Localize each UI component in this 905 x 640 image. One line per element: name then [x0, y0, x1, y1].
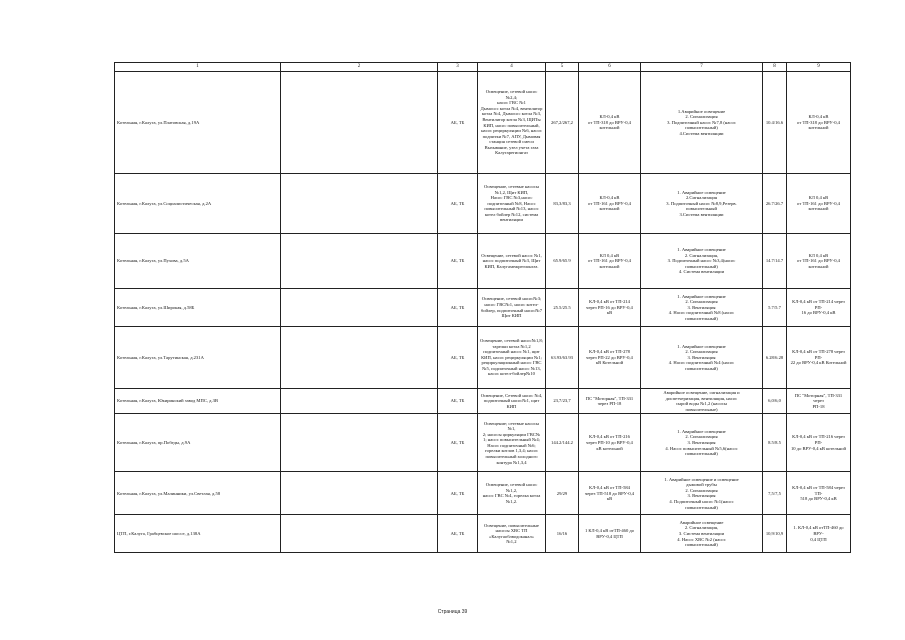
power-cell: 83,3/83,3 [546, 174, 579, 234]
equipment-cell-line: 2; насосы циркуляции ГВС№ [482, 431, 541, 437]
critical-loads-cell-line: 3. Подпиточный насос №3,4(насос [667, 258, 736, 264]
equipment-cell-line: Освещение, Сетевой насос №4, [480, 392, 543, 398]
supply-line-cell-line: от ТП-318 до ВРУ-0,4 [797, 119, 840, 125]
supply-line-cell-line: КЛ 0,4 кВ [808, 252, 829, 258]
equipment-cell-line: Освещение, сетевой насос №2,4; [485, 88, 538, 100]
supply-source-cell-line: КЛ-0,4 кВ от ТП-584 [589, 484, 630, 490]
equipment-cell [478, 234, 546, 289]
category-cell: АБ, ТБ [438, 472, 478, 515]
supply-line-cell [787, 174, 851, 234]
equipment-cell-line: КИП, насос повысительный, [483, 122, 540, 128]
critical-loads-cell [641, 414, 763, 472]
equipment-cell-line: Освещение, сетевые насосы [483, 183, 540, 189]
supply-source-cell [579, 389, 641, 414]
critical-loads-cell [641, 234, 763, 289]
object-name-cell: Котельная, г.Калуга, пр.Победы, д.9А [115, 414, 281, 472]
column-number-header: 8 [763, 63, 787, 72]
supply-source-cell [579, 327, 641, 389]
aux-power-cell: 10,9/10,9 [763, 515, 787, 553]
equipment-cell-line: Дымосос котла №4, вентилятор [480, 105, 543, 111]
boiler-power-table [114, 62, 851, 553]
aux-power-cell: 6.28/6.28 [763, 327, 787, 389]
table-body [115, 72, 851, 553]
supply-source-cell-line: КЛ-0,4 кВ от ТП-216 [589, 434, 630, 440]
empty-cell [281, 72, 438, 174]
equipment-cell [478, 327, 546, 389]
equipment-cell-line: насос котел-бойлер№10 [488, 371, 535, 377]
supply-source-cell-line: через РП-18 [597, 401, 622, 407]
equipment-cell-line: Калугарегионгаз [495, 150, 528, 156]
supply-line-cell-line: КЛ 0,4 кВ [808, 195, 829, 201]
critical-loads-cell-line: повысительный) [685, 365, 718, 371]
supply-source-cell-line: через ТП-518 до ВРУ-0,4 [584, 490, 635, 496]
equipment-cell-line: №5, подпиточный насос №13, [482, 365, 541, 371]
critical-loads-cell [641, 472, 763, 515]
critical-loads-cell-line: повысительный [686, 206, 717, 212]
equipment-cell-line: КИП, Калугамежрегионгаз. [484, 263, 539, 269]
supply-source-cell-line: кВ котельной [596, 445, 623, 451]
column-number-header: 7 [641, 63, 763, 72]
critical-loads-cell-line: повысительный) [685, 504, 718, 510]
critical-loads-cell-line: 3. Вентиляция [687, 304, 716, 310]
critical-loads-cell-line: 2. Сигнализация, [684, 252, 719, 258]
empty-cell [281, 327, 438, 389]
empty-cell [281, 515, 438, 553]
critical-loads-cell-line: 4. Насос подпиточный №4 (насос [668, 360, 735, 366]
equipment-cell-line: контура №1,3,4 [496, 459, 527, 465]
equipment-cell-line: подпиточный насос №1, щит [483, 349, 540, 355]
equipment-cell [478, 289, 546, 327]
power-cell: 23,7/23,7 [546, 389, 579, 414]
table-row [115, 234, 851, 289]
supply-source-cell-line: ПС "Моторная", ТП-331 [585, 395, 634, 401]
critical-loads-cell-line: 3. Подпиточный насос №7,8 (насос [667, 119, 736, 125]
category-cell: АБ, ТБ [438, 414, 478, 472]
critical-loads-cell-line: 1. Аварийное освещение [677, 343, 726, 349]
empty-cell [281, 389, 438, 414]
supply-line-cell-line: от ТП-161 до ВРУ-0,4 [797, 258, 840, 264]
equipment-cell-line: горелки котлов 1,3,4; насос [484, 448, 539, 454]
supply-source-cell-line: котельной [599, 263, 620, 269]
category-cell: АБ, ТБ [438, 289, 478, 327]
supply-source-cell [579, 515, 641, 553]
equipment-cell-line: подпиточный №8, Насос [487, 200, 536, 206]
equipment-cell [478, 472, 546, 515]
critical-loads-cell-line: Аварийное освещение, сигнализация и [663, 390, 740, 395]
supply-source-cell-line: КЛ-0,4 кВ от ТП-214 [589, 299, 630, 305]
supply-source-cell [579, 472, 641, 515]
supply-line-cell-line: 0,4 ЦТП [810, 536, 827, 542]
supply-source-cell-line: кВ Котельной [595, 360, 624, 366]
equipment-cell-line: рециркуляционный насос ГВС [481, 360, 542, 366]
supply-line-cell-line: ПС "Моторная", ТП-331 через [794, 392, 843, 404]
equipment-cell-line: котел бойлер №12, система [484, 211, 539, 217]
critical-loads-cell-line: 2. Сигнализация, [684, 525, 719, 531]
critical-loads-cell-line: 1. Аварийное освещение [677, 189, 726, 195]
power-cell: 25.5/25.5 [546, 289, 579, 327]
aux-power-cell: 5.7/5.7 [763, 289, 787, 327]
supply-line-cell [787, 289, 851, 327]
critical-loads-cell-line: 2. Сигнализация [685, 114, 718, 120]
supply-line-cell [787, 389, 851, 414]
critical-loads-cell-line: 4. Насос повысительный №5,6(насос [665, 445, 738, 451]
column-number-header: 2 [281, 63, 438, 72]
equipment-cell-line: насос ГВС№1, насос котел- [484, 301, 539, 307]
empty-cell [281, 414, 438, 472]
equipment-cell [478, 515, 546, 553]
equipment-cell-line: насос подпиточный №3, Щит [482, 258, 541, 264]
aux-power-cell: 6,0/6,0 [763, 389, 787, 414]
column-number-header: 6 [579, 63, 641, 72]
supply-line-cell-line: 1. КЛ-0,4 кВ отТП-460 до ВРУ- [793, 525, 844, 537]
supply-source-cell-line: КЛ-0,4 кВ [599, 195, 620, 201]
category-cell: АБ, ТБ [438, 515, 478, 553]
equipment-cell-line: тарелки котла №1,2 [492, 343, 531, 349]
equipment-cell [478, 389, 546, 414]
supply-line-cell-line: котельной [808, 125, 829, 131]
table-row [115, 414, 851, 472]
supply-line-cell-line: КЛ-0,4 кВ [808, 114, 829, 120]
supply-source-cell-line: от ТП-161 до ВРУ-0,4 [588, 200, 631, 206]
supply-source-cell-line: КЛ-0,4 кВ от ТП-278 [589, 349, 630, 355]
supply-source-cell-line: КЛ 0,4 кВ [599, 252, 620, 258]
empty-cell [281, 234, 438, 289]
supply-line-cell-line: от ТП-161 до ВРУ-0,4 [797, 200, 840, 206]
supply-source-cell [579, 72, 641, 174]
critical-loads-cell-line: 3. Подпиточный насос №8,9,Резерв. [666, 200, 737, 206]
supply-source-cell [579, 414, 641, 472]
supply-source-cell-line: КЛ-0,4 кВ [599, 114, 620, 120]
critical-loads-cell-line: 4. Насос ХВС №2 (насос [677, 536, 726, 542]
supply-line-cell [787, 234, 851, 289]
table-row [115, 72, 851, 174]
power-cell: 65.9/65.9 [546, 234, 579, 289]
critical-loads-cell [641, 289, 763, 327]
equipment-cell-line: Освещение; сетевые насосы №1, [483, 420, 540, 432]
supply-line-cell [787, 515, 851, 553]
object-name-cell: Котельная, г.Калуга, ул.Малинники, ул.Светлая, д.58 [115, 472, 281, 515]
equipment-cell-line: вентиляции [500, 217, 523, 223]
supply-source-cell-line: кВ [606, 310, 613, 316]
critical-loads-cell-line: 4. Система вентиляции [678, 269, 725, 275]
aux-power-cell: 8.5/8.5 [763, 414, 787, 472]
equipment-cell-line: Насос подпиточный №6; [487, 442, 536, 448]
aux-power-cell: 10.4/16.6 [763, 72, 787, 174]
equipment-cell-line: Щит КИП [501, 313, 522, 319]
critical-loads-cell-line: 2. Сигнализация [685, 434, 718, 440]
table-row [115, 389, 851, 414]
critical-loads-cell-line: 2. Сигнализация [685, 299, 718, 305]
column-number-header: 9 [787, 63, 851, 72]
table-row [115, 472, 851, 515]
critical-loads-cell-line: 3. Система вентиляции [678, 531, 725, 537]
object-name-cell: Котельная, г.Калуга, Юкиринский завод МПС, д.3В [115, 389, 281, 414]
critical-loads-cell-line: 1. Аварийное освещение и освещение [664, 476, 739, 482]
equipment-cell-line: Вентилятор котла №3, ЩИТы [482, 116, 541, 122]
power-cell: 16/16 [546, 515, 579, 553]
critical-loads-cell-line: 4. Насос подпиточный №8 (насос [668, 310, 735, 316]
equipment-cell-line: №1,2 [506, 539, 517, 545]
object-name-cell: Котельная, г.Калуга, ул.Платовская, д.19А [115, 72, 281, 174]
equipment-cell-line: №1,2. [505, 498, 518, 504]
power-cell: 29/29 [546, 472, 579, 515]
critical-loads-cell-line: 1. Аварийное освещение [677, 293, 726, 299]
critical-loads-cell-line: повысительный) [685, 451, 718, 457]
supply-source-cell [579, 234, 641, 289]
critical-loads-cell-line: 4.Система вентиляции [679, 130, 724, 136]
equipment-cell-line: насос рециркуляции №6, насос [481, 128, 542, 134]
power-cell: 267,2/267,2 [546, 72, 579, 174]
critical-loads-cell [641, 174, 763, 234]
equipment-cell-line: «Калугаоблводоканал» [489, 533, 534, 539]
critical-loads-cell-line: 2. Сигнализация [685, 487, 718, 493]
critical-loads-cell-line: 3. Вентиляция [687, 493, 716, 499]
object-name-cell: Котельная, г.Калуга, ул.Социалистическая, д.2А [115, 174, 281, 234]
critical-loads-cell-line: 2. Сигнализация [685, 349, 718, 355]
supply-source-cell [579, 174, 641, 234]
category-cell: АБ, ТБ [438, 389, 478, 414]
supply-source-cell-line: через РП-16 до ВРУ-0,4 [586, 304, 633, 310]
supply-source-cell-line: от ТП-161 до ВРУ-0,4 [588, 258, 631, 264]
equipment-cell-line: повысительный холодного [485, 454, 538, 460]
equipment-cell-line: насос ГВС №4, горелка котла [482, 493, 541, 499]
supply-line-cell [787, 327, 851, 389]
object-name-cell: Котельная, г.Калуга, ул.Пухова, д.5А [115, 234, 281, 289]
supply-line-cell-line: КЛ-0,4 кВ от ТП-216 через РП- [792, 434, 845, 446]
equipment-cell-line: Освещение, сетевой насос№3; [481, 296, 542, 302]
supply-line-cell-line: 16 до ВРУ-0,4 кВ [801, 310, 836, 316]
object-name-cell: ЦТП, г.Калуга, Грабцевское шоссе, д.138А [115, 515, 281, 553]
column-number-header: 3 [438, 63, 478, 72]
aux-power-cell: 26.7/26.7 [763, 174, 787, 234]
equipment-cell-line: Освещение, сетевой насос №1, [481, 252, 542, 258]
supply-source-cell-line: ВРУ-0,4 ЦТП [596, 533, 623, 539]
equipment-cell-line: Освещение, сетевой насос №1,2, [485, 482, 538, 493]
equipment-cell-line: бойлер, подпиточный насос№7 [480, 307, 543, 313]
column-number-header: 1 [115, 63, 281, 72]
supply-line-cell-line: КЛ-0,4 кВ от ТП-584 через ТП- [792, 484, 845, 496]
supply-source-cell-line: через РП-22 до ВРУ-0,4 [586, 354, 633, 360]
critical-loads-cell-line: Аварийное освещение [679, 519, 724, 525]
critical-loads-cell-line: дымовой трубы [686, 482, 717, 488]
critical-loads-cell [641, 389, 763, 414]
object-name-cell: Котельная, г.Калуга, ул.Тарутинская, д.231А [115, 327, 281, 389]
category-cell: АБ, ТБ [438, 234, 478, 289]
critical-loads-cell-line: повысительный) [685, 315, 718, 321]
equipment-cell-line: Вызывание, узел учета газа [484, 144, 539, 150]
equipment-cell-line: повысительный №13, насос [484, 206, 539, 212]
equipment-cell-line: №1,2, Щит КИП, [494, 189, 529, 195]
supply-line-cell-line: 10 до ВРУ-0,4 кВ котельной [790, 445, 847, 451]
critical-loads-cell-line: 3. Вентиляция [687, 354, 716, 360]
equipment-cell-line: станция сетевой смеси [489, 139, 534, 145]
supply-line-cell-line: КЛ-0,4 кВ от ТП-214 через РП- [792, 299, 845, 310]
supply-source-cell-line: от ТП-318 до ВРУ-0,4 [588, 119, 631, 125]
page-number: Страница 39 [437, 609, 468, 615]
column-number-header: 5 [546, 63, 579, 72]
empty-cell [281, 289, 438, 327]
critical-loads-cell-line: 4. Подпиточный насос №1(насос [669, 498, 734, 504]
critical-loads-cell-line: диспетчеризация, вентиляция, насос [665, 395, 738, 401]
aux-power-cell: 7,5/7,5 [763, 472, 787, 515]
critical-loads-cell-line: 1.Аварийное освещение [677, 108, 726, 114]
supply-line-cell [787, 472, 851, 515]
supply-source-cell [579, 289, 641, 327]
equipment-cell-line: Освещение, повысительные [484, 522, 539, 528]
equipment-cell-line: котла №4, Дымосос котла №3, [481, 111, 542, 117]
equipment-cell-line: КИП, насос рециркуляции №1; [481, 354, 542, 360]
table-row [115, 515, 851, 553]
table-row [115, 289, 851, 327]
table-row [115, 174, 851, 234]
equipment-cell-line: подпитки №7, АПУ, Дымовая [482, 133, 541, 139]
critical-loads-cell-line: сырой воды №1,2 (насосы [675, 401, 728, 407]
supply-source-cell-line: котельной [599, 206, 620, 212]
supply-line-cell-line: 22 до ВРУ-0,4 кВ Котельной [790, 360, 847, 366]
critical-loads-cell [641, 327, 763, 389]
supply-source-cell-line: через РП-10 до ВРУ-0,4 [586, 440, 633, 446]
power-cell: 144.2/144.2 [546, 414, 579, 472]
empty-cell [281, 472, 438, 515]
equipment-cell-line: Насос ГВС №3,насос [490, 195, 533, 201]
supply-line-cell-line: 518 до ВРУ-0,4 кВ [800, 496, 837, 502]
equipment-cell [478, 174, 546, 234]
header-row [115, 63, 851, 72]
equipment-cell [478, 414, 546, 472]
supply-line-cell-line: РП-18 [812, 403, 825, 409]
critical-loads-cell-line: повысительные) [685, 406, 718, 412]
supply-line-cell [787, 72, 851, 174]
critical-loads-cell [641, 72, 763, 174]
critical-loads-cell-line: 2.Сигнализация [685, 195, 718, 201]
critical-loads-cell-line: повысительный) [685, 125, 718, 131]
table-header [115, 63, 851, 72]
critical-loads-cell-line: 3. Вентиляция [687, 440, 716, 446]
supply-line-cell-line: котельной [808, 263, 829, 269]
equipment-cell-line: насос ГВС №1 [497, 100, 526, 106]
supply-line-cell [787, 414, 851, 472]
object-name-cell: Котельная, г.Калуга, ул.Широкая, д.58Б [115, 289, 281, 327]
empty-cell [281, 174, 438, 234]
power-cell: 63.93/63.93 [546, 327, 579, 389]
category-cell: АБ, ТБ [438, 327, 478, 389]
critical-loads-cell-line: повысительный) [685, 542, 718, 548]
critical-loads-cell-line: 3.Система вентиляции [679, 211, 724, 217]
supply-source-cell-line: кВ [606, 496, 613, 502]
equipment-cell-line: насосы ХВС ТП [495, 528, 528, 534]
critical-loads-cell [641, 515, 763, 553]
column-number-header: 4 [478, 63, 546, 72]
supply-source-cell-line: котельной [599, 125, 620, 131]
category-cell: АБ, ТБ [438, 72, 478, 174]
category-cell: АБ, ТБ [438, 174, 478, 234]
equipment-cell [478, 72, 546, 174]
critical-loads-cell-line: 1. Аварийное освещение [677, 247, 726, 253]
table-row [115, 327, 851, 389]
equipment-cell-line: Освещение, сетевой насос№1,8; [480, 337, 543, 343]
equipment-cell-line: подпиточный насос№1, щит [483, 398, 540, 404]
aux-power-cell: 14.7/14.7 [763, 234, 787, 289]
supply-line-cell-line: КЛ-0,4 кВ от ТП-278 через РП- [792, 349, 845, 360]
equipment-cell-line: КИП [506, 403, 517, 409]
supply-line-cell-line: котельной [808, 206, 829, 212]
supply-source-cell-line: 1 КЛ-0,4 кВ отТП-460 до [584, 528, 635, 534]
equipment-cell-line: 1; насос повысительный №4; [483, 437, 540, 443]
critical-loads-cell-line: повысительный) [685, 263, 718, 269]
critical-loads-cell-line: 1. Аварийное освещение [677, 428, 726, 434]
